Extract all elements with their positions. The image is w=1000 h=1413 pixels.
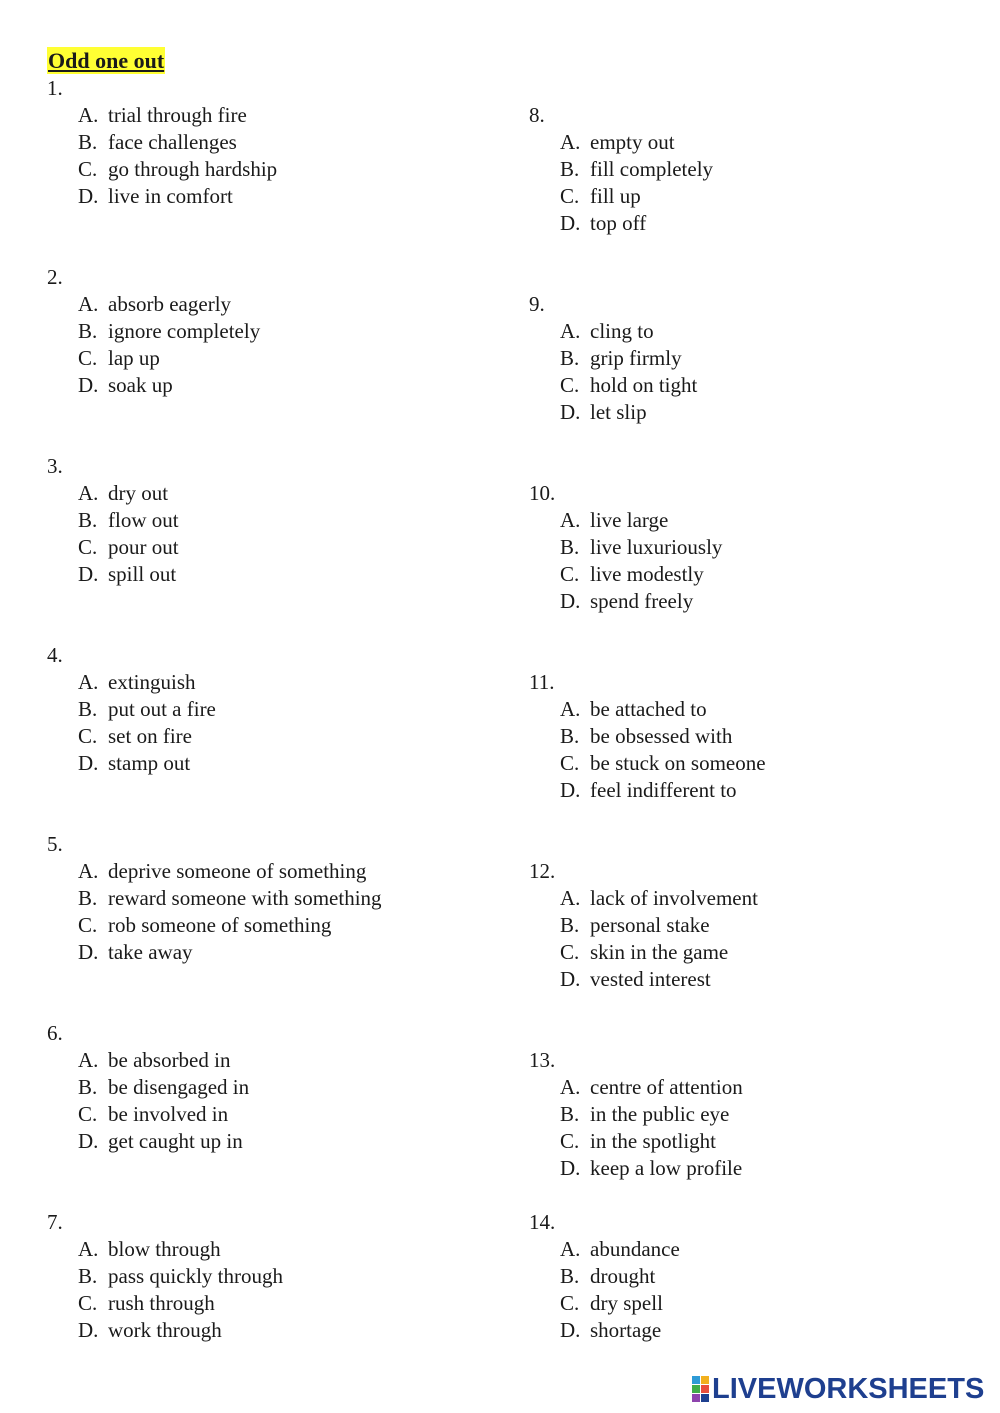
logo-square [701, 1376, 709, 1384]
question-number: 9. [529, 292, 545, 316]
option-letter: A. [560, 886, 581, 910]
option-letter: C. [560, 1129, 580, 1153]
option-text: live luxuriously [590, 535, 723, 559]
answer-option[interactable] [78, 1317, 283, 1344]
option-text: trial through fire [108, 103, 247, 127]
option-letter: C. [78, 157, 98, 181]
answer-option[interactable] [560, 1236, 680, 1263]
option-text: fill up [590, 184, 641, 208]
option-text: skin in the game [590, 940, 729, 964]
option-text: pass quickly through [108, 1264, 283, 1288]
question-number: 1. [47, 76, 63, 100]
logo-square [701, 1394, 709, 1402]
answer-option[interactable] [560, 777, 766, 804]
answer-option[interactable] [560, 723, 766, 750]
logo-square [692, 1385, 700, 1393]
option-letter: A. [560, 130, 581, 154]
worksheet-title: Odd one out [48, 48, 165, 73]
option-text: in the public eye [590, 1102, 730, 1126]
option-text: absorb eagerly [108, 292, 232, 316]
answer-option[interactable] [78, 750, 216, 777]
question-13 [529, 1047, 743, 1182]
option-letter: C. [78, 1291, 98, 1315]
option-text: dry spell [590, 1291, 663, 1315]
answer-option[interactable] [78, 885, 382, 912]
answer-option[interactable] [78, 1236, 283, 1263]
answer-option[interactable] [560, 318, 697, 345]
option-text: live large [590, 508, 669, 532]
logo-square [692, 1394, 700, 1402]
option-letter: B. [560, 1264, 580, 1288]
question-11 [529, 669, 766, 804]
question-9 [529, 291, 697, 426]
option-text: pour out [108, 535, 179, 559]
answer-option[interactable] [78, 102, 277, 129]
option-letter: C. [560, 562, 580, 586]
answer-option[interactable] [78, 1263, 283, 1290]
answer-option[interactable] [560, 183, 713, 210]
option-letter: A. [78, 859, 99, 883]
answer-option[interactable] [78, 1290, 283, 1317]
option-text: feel indifferent to [590, 778, 737, 802]
logo-square [692, 1376, 700, 1384]
answer-option[interactable] [78, 156, 277, 183]
answer-option[interactable] [560, 399, 697, 426]
answer-option[interactable] [78, 1128, 249, 1155]
option-text: reward someone with something [108, 886, 382, 910]
answer-option[interactable] [560, 966, 758, 993]
option-letter: D. [560, 1156, 581, 1180]
option-text: in the spotlight [590, 1129, 716, 1153]
option-letter: C. [560, 373, 580, 397]
option-text: put out a fire [108, 697, 216, 721]
option-text: centre of attention [590, 1075, 743, 1099]
option-text: rob someone of something [108, 913, 332, 937]
option-text: grip firmly [590, 346, 682, 370]
question-number: 14. [529, 1210, 556, 1234]
option-text: extinguish [108, 670, 196, 694]
answer-option[interactable] [78, 345, 260, 372]
answer-option[interactable] [78, 480, 179, 507]
option-text: be stuck on someone [590, 751, 766, 775]
option-text: keep a low profile [590, 1156, 743, 1180]
liveworksheets-logo [692, 1373, 984, 1405]
question-number: 3. [47, 454, 63, 478]
question-8 [529, 102, 713, 237]
answer-option[interactable] [560, 939, 758, 966]
option-text: cling to [590, 319, 654, 343]
answer-option[interactable] [78, 1101, 249, 1128]
answer-option[interactable] [560, 210, 713, 237]
option-text: work through [108, 1318, 222, 1342]
logo-grid-icon [692, 1376, 709, 1402]
question-12 [529, 858, 758, 993]
answer-option[interactable] [560, 345, 697, 372]
option-text: ignore completely [108, 319, 261, 343]
option-letter: D. [78, 184, 99, 208]
answer-option[interactable] [560, 1317, 680, 1344]
option-letter: B. [78, 130, 98, 154]
logo-text: LIVEWORKSHEETS [712, 1372, 985, 1405]
option-letter: D. [78, 751, 99, 775]
option-text: be attached to [590, 697, 707, 721]
answer-option[interactable] [78, 291, 260, 318]
option-text: flow out [108, 508, 179, 532]
option-text: blow through [108, 1237, 221, 1261]
option-letter: D. [560, 400, 581, 424]
question-5 [47, 831, 382, 966]
option-letter: A. [78, 670, 99, 694]
option-letter: C. [78, 724, 98, 748]
question-number: 10. [529, 481, 556, 505]
question-number: 7. [47, 1210, 63, 1234]
answer-option[interactable] [560, 750, 766, 777]
option-letter: A. [78, 481, 99, 505]
option-letter: D. [78, 562, 99, 586]
option-letter: A. [78, 292, 99, 316]
option-text: vested interest [590, 967, 711, 991]
option-letter: D. [560, 1318, 581, 1342]
option-text: deprive someone of something [108, 859, 367, 883]
answer-option[interactable] [560, 1128, 743, 1155]
option-letter: D. [560, 778, 581, 802]
option-letter: A. [560, 1237, 581, 1261]
option-text: go through hardship [108, 157, 278, 181]
option-text: lack of involvement [590, 886, 758, 910]
question-number: 13. [529, 1048, 556, 1072]
option-letter: B. [560, 913, 580, 937]
option-text: rush through [108, 1291, 215, 1315]
question-10 [529, 480, 722, 615]
option-text: soak up [108, 373, 173, 397]
question-4 [47, 642, 216, 777]
option-text: set on fire [108, 724, 192, 748]
option-letter: A. [560, 697, 581, 721]
option-text: take away [108, 940, 193, 964]
answer-option[interactable] [78, 723, 216, 750]
answer-option[interactable] [78, 912, 382, 939]
question-number: 5. [47, 832, 63, 856]
answer-option[interactable] [560, 1101, 743, 1128]
option-letter: A. [560, 508, 581, 532]
question-number: 2. [47, 265, 63, 289]
question-number: 8. [529, 103, 545, 127]
option-text: personal stake [590, 913, 710, 937]
option-letter: B. [78, 1264, 98, 1288]
option-letter: D. [78, 373, 99, 397]
answer-option[interactable] [78, 507, 179, 534]
answer-option[interactable] [560, 1155, 743, 1182]
option-text: be disengaged in [108, 1075, 250, 1099]
option-letter: A. [78, 1048, 99, 1072]
option-text: live in comfort [108, 184, 233, 208]
answer-option[interactable] [78, 561, 179, 588]
answer-option[interactable] [78, 858, 382, 885]
option-text: dry out [108, 481, 169, 505]
option-letter: D. [560, 211, 581, 235]
answer-option[interactable] [78, 696, 216, 723]
answer-option[interactable] [560, 885, 758, 912]
option-text: spill out [108, 562, 177, 586]
option-text: be absorbed in [108, 1048, 231, 1072]
option-text: let slip [590, 400, 647, 424]
option-letter: B. [78, 1075, 98, 1099]
question-number: 6. [47, 1021, 63, 1045]
question-7 [47, 1209, 283, 1344]
answer-option[interactable] [78, 183, 277, 210]
option-letter: B. [78, 508, 98, 532]
option-letter: C. [78, 913, 98, 937]
question-14 [529, 1209, 680, 1344]
option-letter: A. [78, 1237, 99, 1261]
option-text: lap up [108, 346, 160, 370]
answer-option[interactable] [560, 372, 697, 399]
option-letter: D. [78, 1129, 99, 1153]
answer-option[interactable] [78, 1074, 249, 1101]
question-1 [47, 75, 277, 210]
answer-option[interactable] [560, 561, 722, 588]
answer-option[interactable] [78, 939, 382, 966]
option-letter: C. [78, 535, 98, 559]
option-text: live modestly [590, 562, 704, 586]
option-letter: D. [560, 589, 581, 613]
answer-option[interactable] [560, 696, 766, 723]
answer-option[interactable] [78, 534, 179, 561]
question-number: 4. [47, 643, 63, 667]
option-letter: C. [78, 1102, 98, 1126]
answer-option[interactable] [78, 1047, 249, 1074]
option-text: hold on tight [590, 373, 698, 397]
option-text: face challenges [108, 130, 237, 154]
option-letter: B. [560, 157, 580, 181]
option-text: drought [590, 1264, 656, 1288]
option-letter: B. [560, 535, 580, 559]
answer-option[interactable] [560, 912, 758, 939]
option-letter: A. [78, 103, 99, 127]
question-2 [47, 264, 260, 399]
option-letter: A. [560, 1075, 581, 1099]
answer-option[interactable] [560, 1290, 680, 1317]
option-letter: C. [78, 346, 98, 370]
option-text: be obsessed with [590, 724, 733, 748]
option-text: shortage [590, 1318, 662, 1342]
answer-option[interactable] [560, 1074, 743, 1101]
option-text: top off [590, 211, 647, 235]
option-letter: D. [78, 940, 99, 964]
answer-option[interactable] [560, 1263, 680, 1290]
option-text: empty out [590, 130, 675, 154]
option-letter: C. [560, 940, 580, 964]
option-letter: B. [78, 319, 98, 343]
option-text: be involved in [108, 1102, 229, 1126]
option-text: fill completely [590, 157, 714, 181]
option-letter: D. [78, 1318, 99, 1342]
option-letter: C. [560, 1291, 580, 1315]
answer-option[interactable] [78, 129, 277, 156]
option-letter: A. [560, 319, 581, 343]
option-text: spend freely [590, 589, 694, 613]
answer-option[interactable] [78, 669, 216, 696]
option-letter: B. [560, 1102, 580, 1126]
option-letter: C. [560, 184, 580, 208]
option-letter: B. [78, 697, 98, 721]
logo-square [701, 1385, 709, 1393]
option-text: abundance [590, 1237, 680, 1261]
answer-option[interactable] [560, 588, 722, 615]
answer-option[interactable] [560, 156, 713, 183]
question-3 [47, 453, 179, 588]
answer-option[interactable] [560, 534, 722, 561]
question-number: 11. [529, 670, 555, 694]
answer-option[interactable] [560, 129, 713, 156]
option-text: stamp out [108, 751, 191, 775]
answer-option[interactable] [78, 372, 260, 399]
option-letter: B. [560, 724, 580, 748]
option-text: get caught up in [108, 1129, 243, 1153]
option-letter: B. [78, 886, 98, 910]
question-6 [47, 1020, 249, 1155]
answer-option[interactable] [560, 507, 722, 534]
option-letter: D. [560, 967, 581, 991]
option-letter: C. [560, 751, 580, 775]
question-number: 12. [529, 859, 556, 883]
option-letter: B. [560, 346, 580, 370]
answer-option[interactable] [78, 318, 260, 345]
